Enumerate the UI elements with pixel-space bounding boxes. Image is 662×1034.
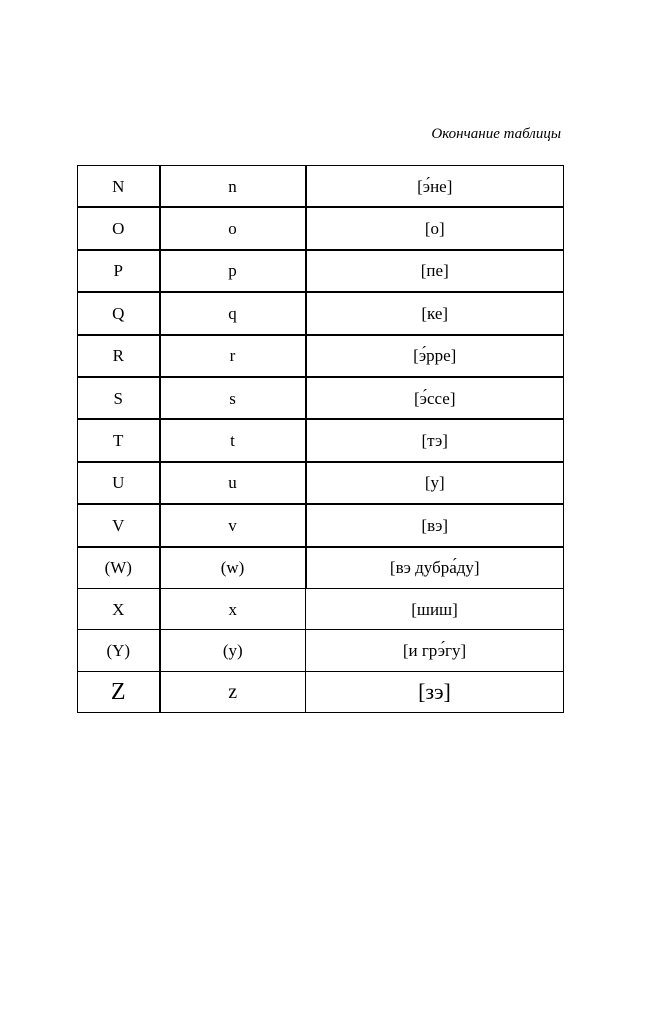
uppercase-letter: X xyxy=(78,588,160,629)
table-row xyxy=(78,630,564,671)
alphabet-table xyxy=(77,165,564,713)
table-row xyxy=(78,671,564,712)
table-row xyxy=(78,504,564,546)
lowercase-letter: n xyxy=(160,166,306,208)
lowercase-letter: t xyxy=(160,419,306,461)
uppercase-letter: Z xyxy=(78,671,160,712)
table-row xyxy=(78,419,564,461)
uppercase-letter: S xyxy=(78,377,160,419)
pronunciation: [пе] xyxy=(306,250,564,292)
pronunciation: [вэ дубра́ду] xyxy=(306,547,564,589)
table-row xyxy=(78,292,564,334)
lowercase-letter: o xyxy=(160,207,306,249)
lowercase-letter: z xyxy=(160,671,306,712)
pronunciation: [и грэ́гу] xyxy=(306,630,564,671)
uppercase-letter: O xyxy=(78,207,160,249)
table-row xyxy=(78,547,564,589)
table-row xyxy=(78,207,564,249)
table-row xyxy=(78,588,564,629)
uppercase-letter: P xyxy=(78,250,160,292)
lowercase-letter: u xyxy=(160,462,306,504)
uppercase-letter: (W) xyxy=(78,547,160,589)
table-caption: Окончание таблицы xyxy=(431,126,561,142)
lowercase-letter: s xyxy=(160,377,306,419)
pronunciation: [ке] xyxy=(306,292,564,334)
uppercase-letter: R xyxy=(78,335,160,377)
table-row xyxy=(78,462,564,504)
lowercase-letter: (w) xyxy=(160,547,306,589)
pronunciation: [вэ] xyxy=(306,504,564,546)
pronunciation: [у] xyxy=(306,462,564,504)
uppercase-letter: U xyxy=(78,462,160,504)
lowercase-letter: v xyxy=(160,504,306,546)
uppercase-letter: T xyxy=(78,419,160,461)
pronunciation: [тэ] xyxy=(306,419,564,461)
pronunciation: [шиш] xyxy=(306,588,564,629)
pronunciation: [зэ] xyxy=(306,671,564,712)
lowercase-letter: x xyxy=(160,588,306,629)
lowercase-letter: q xyxy=(160,292,306,334)
pronunciation: [о] xyxy=(306,207,564,249)
table-row xyxy=(78,166,564,208)
lowercase-letter: p xyxy=(160,250,306,292)
pronunciation: [э́ссе] xyxy=(306,377,564,419)
table-row xyxy=(78,335,564,377)
lowercase-letter: (y) xyxy=(160,630,306,671)
uppercase-letter: N xyxy=(78,166,160,208)
table-row xyxy=(78,250,564,292)
lowercase-letter: r xyxy=(160,335,306,377)
pronunciation: [э́не] xyxy=(306,166,564,208)
uppercase-letter: V xyxy=(78,504,160,546)
uppercase-letter: Q xyxy=(78,292,160,334)
pronunciation: [э́рре] xyxy=(306,335,564,377)
table-row xyxy=(78,377,564,419)
uppercase-letter: (Y) xyxy=(78,630,160,671)
